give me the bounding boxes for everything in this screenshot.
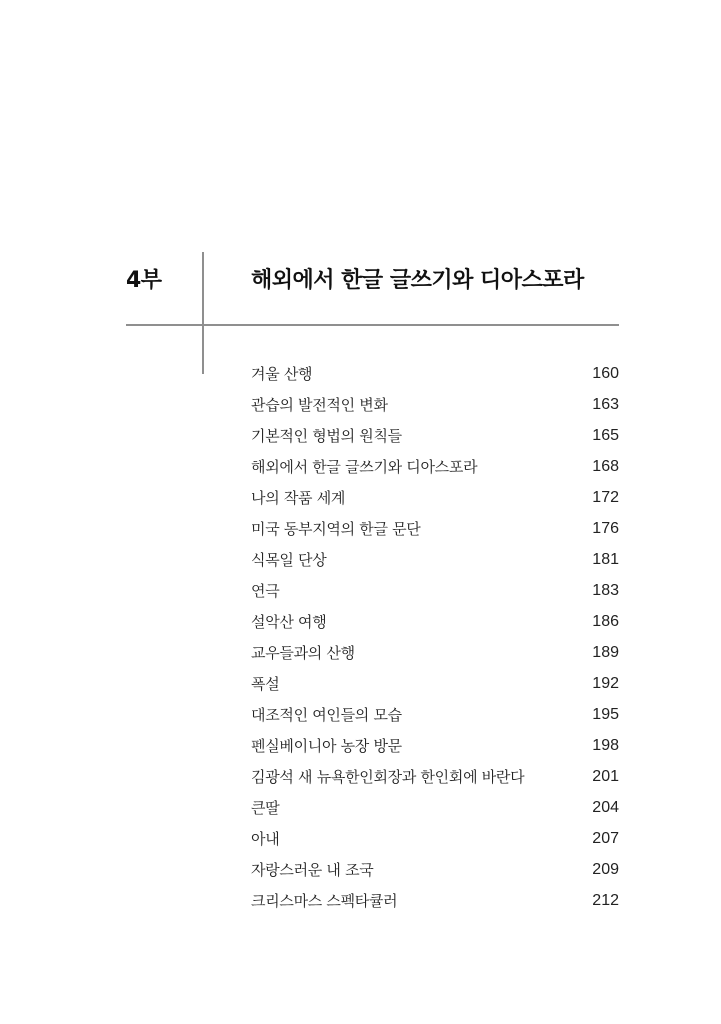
- toc-entry-page: 201: [592, 767, 619, 785]
- toc-entry[interactable]: [251, 513, 619, 544]
- toc-entry[interactable]: [251, 730, 619, 761]
- toc-entry-title: 펜실베이니아 농장 방문: [251, 737, 402, 755]
- toc-entry[interactable]: [251, 575, 619, 606]
- toc-entry-page: 163: [592, 395, 619, 413]
- toc-entry-title: 자랑스러운 내 조국: [251, 861, 374, 879]
- toc-entry[interactable]: [251, 606, 619, 637]
- toc-entry-page: 192: [592, 674, 619, 692]
- toc-entry-title: 나의 작품 세계: [251, 489, 346, 507]
- toc-entry[interactable]: [251, 699, 619, 730]
- toc-entry-title: 기본적인 형법의 원칙들: [251, 427, 402, 445]
- toc-entry-page: 172: [592, 488, 619, 506]
- toc-entry[interactable]: [251, 451, 619, 482]
- toc-entry-page: 204: [592, 798, 619, 816]
- toc-entry-title: 설악산 여행: [251, 613, 327, 631]
- toc-entry-page: 186: [592, 612, 619, 630]
- toc-entry[interactable]: [251, 792, 619, 823]
- toc-entry-page: 165: [592, 426, 619, 444]
- horizontal-divider: [126, 324, 619, 326]
- vertical-divider: [202, 252, 204, 374]
- toc-entry-title: 아내: [251, 830, 280, 848]
- toc-entry[interactable]: [251, 885, 619, 916]
- toc-entry-page: 168: [592, 457, 619, 475]
- toc-entry-page: 176: [592, 519, 619, 537]
- toc-entry-title: 김광석 새 뉴욕한인회장과 한인회에 바란다: [251, 768, 525, 786]
- toc-entry-title: 폭설: [251, 675, 280, 693]
- part-title: 해외에서 한글 글쓰기와 디아스포라: [251, 268, 584, 293]
- toc-entry-title: 대조적인 여인들의 모습: [251, 706, 402, 724]
- table-of-contents: [251, 358, 619, 916]
- toc-entry-title: 연극: [251, 582, 280, 600]
- toc-entry-page: 207: [592, 829, 619, 847]
- toc-entry-page: 209: [592, 860, 619, 878]
- toc-entry-page: 212: [592, 891, 619, 909]
- toc-entry-page: 198: [592, 736, 619, 754]
- toc-entry[interactable]: [251, 544, 619, 575]
- toc-entry[interactable]: [251, 854, 619, 885]
- toc-entry-title: 크리스마스 스펙타큘러: [251, 892, 398, 910]
- toc-entry[interactable]: [251, 389, 619, 420]
- toc-entry-page: 181: [592, 550, 619, 568]
- toc-entry-page: 160: [592, 364, 619, 382]
- toc-entry[interactable]: [251, 761, 619, 792]
- toc-entry-page: 183: [592, 581, 619, 599]
- toc-entry[interactable]: [251, 637, 619, 668]
- toc-entry[interactable]: [251, 420, 619, 451]
- part-number: 4부: [126, 268, 162, 293]
- toc-entry-title: 식목일 단상: [251, 551, 327, 569]
- toc-entry[interactable]: [251, 358, 619, 389]
- toc-entry-page: 189: [592, 643, 619, 661]
- toc-entry-page: 195: [592, 705, 619, 723]
- toc-entry[interactable]: [251, 482, 619, 513]
- toc-entry-title: 관습의 발전적인 변화: [251, 396, 388, 414]
- toc-entry-title: 해외에서 한글 글쓰기와 디아스포라: [251, 458, 478, 476]
- toc-entry-title: 미국 동부지역의 한글 문단: [251, 520, 421, 538]
- toc-entry-title: 큰딸: [251, 799, 280, 817]
- toc-entry[interactable]: [251, 668, 619, 699]
- toc-entry-title: 겨울 산행: [251, 365, 313, 383]
- toc-entry-title: 교우들과의 산행: [251, 644, 355, 662]
- toc-entry[interactable]: [251, 823, 619, 854]
